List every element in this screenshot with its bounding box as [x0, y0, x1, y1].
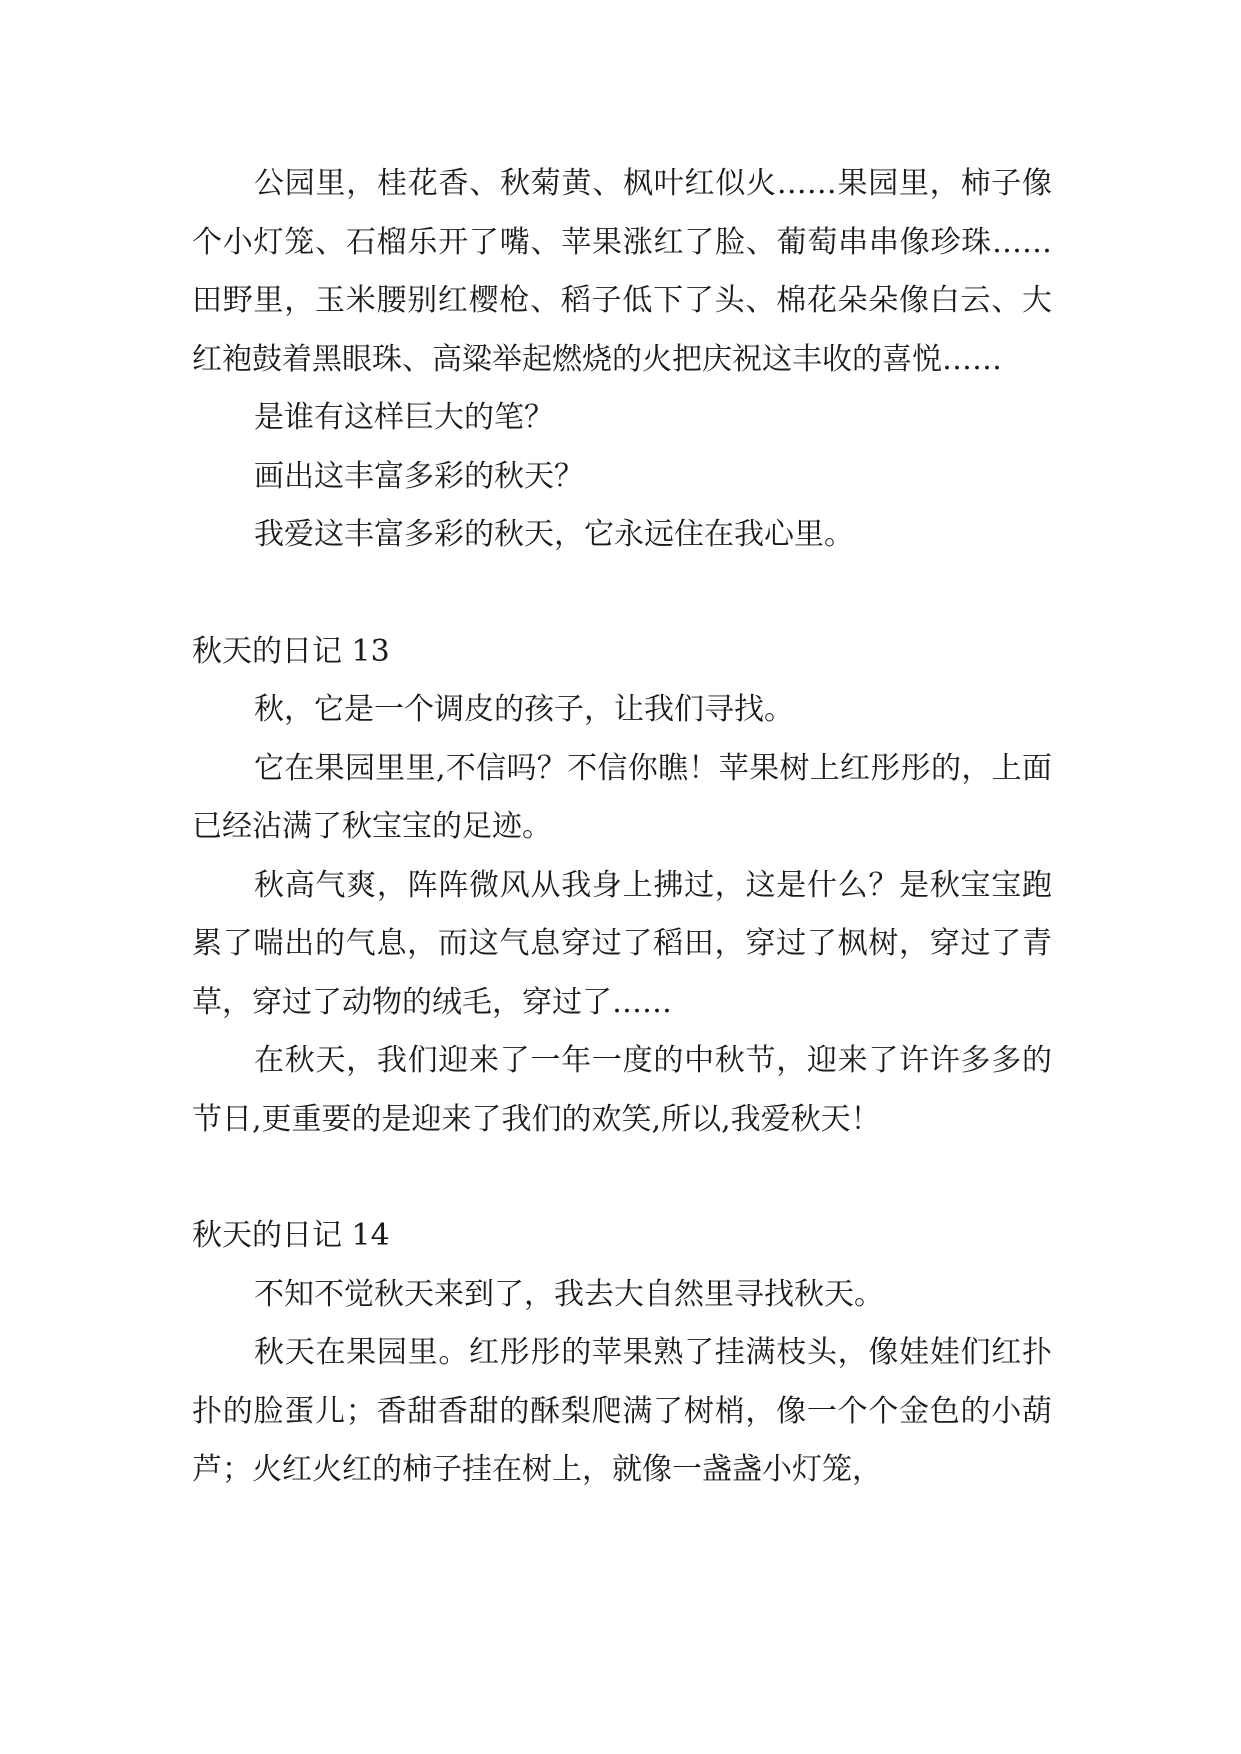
paragraph: 在秋天，我们迎来了一年一度的中秋节，迎来了许许多多的节日,更重要的是迎来了我们的欢笑,所以,我爱秋天！ [192, 1043, 1052, 1137]
paragraph: 秋高气爽，阵阵微风从我身上拂过，这是什么？是秋宝宝跑累了喘出的气息，而这气息穿过了稻田，穿过了枫树，穿过了青草，穿过了动物的绒毛，穿过了…… [192, 867, 1052, 1020]
paragraph: 不知不觉秋天来到了，我去大自然里寻找秋天。 [254, 1276, 884, 1312]
document-body [192, 155, 1052, 1500]
paragraph: 秋天在果园里。红彤彤的苹果熟了挂满枝头，像娃娃们红扑扑的脸蛋儿；香甜香甜的酥梨爬满了树梢，像一个个金色的小葫芦；火红火红的柿子挂在树上，就像一盏盏小灯笼， [192, 1335, 1052, 1487]
paragraph: 我爱这丰富多彩的秋天，它永远住在我心里。 [254, 517, 854, 552]
paragraph: 秋，它是一个调皮的孩子，让我们寻找。 [254, 692, 794, 727]
paragraph: 公园里，桂花香、秋菊黄、枫叶红似火……果园里，柿子像个小灯笼、石榴乐开了嘴、苹果涨红了脸、葡萄串串像珍珠……田野里，玉米腰别红樱枪、稻子低下了头、棉花朵朵像白云、大红袍鼓着黑眼珠、高粱举起燃烧的火把庆祝这丰收的喜悦…… [192, 166, 1052, 377]
paragraph: 画出这丰富多彩的秋天？ [254, 458, 584, 494]
section-diary-14 [192, 1207, 1052, 1500]
section-intro [192, 155, 1052, 565]
section-heading: 秋天的日记 14 [192, 1218, 390, 1253]
paragraph: 它在果园里里,不信吗？不信你瞧！苹果树上红彤彤的，上面已经沾满了秋宝宝的足迹。 [192, 750, 1052, 844]
section-diary-13 [192, 623, 1052, 1150]
section-heading: 秋天的日记 13 [192, 633, 390, 669]
paragraph: 是谁有这样巨大的笔？ [254, 400, 554, 435]
